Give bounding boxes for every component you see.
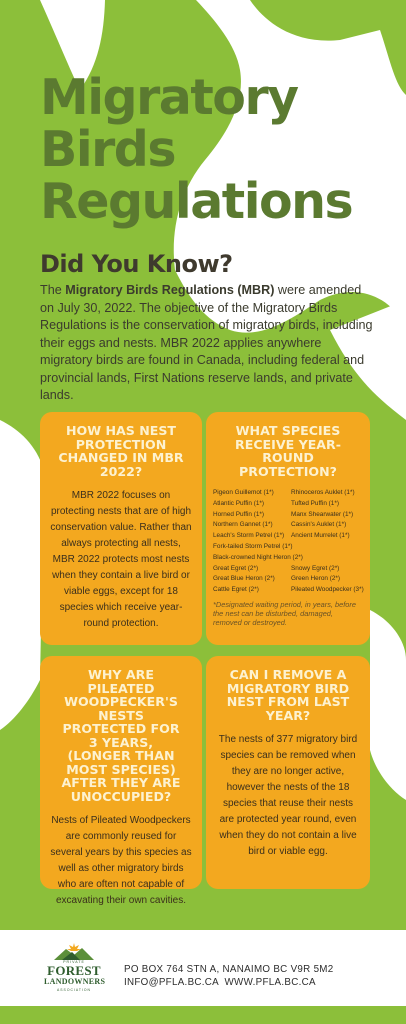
card-body-remove-nest: The nests of 377 migratory bird species can be removed when they are no longer active, however the nests of the 18 species that reuse their nests are protected year round, even when they do not contain a live bird or viable egg. bbox=[218, 734, 358, 857]
species-footnote: *Designated waiting period, in years, before the nest can be disturbed, damaged, removed or destroyed. bbox=[213, 599, 356, 627]
species-item: Fork-tailed Storm Petrel (1*) bbox=[213, 542, 293, 550]
contact-info bbox=[124, 964, 334, 989]
species-list bbox=[213, 488, 364, 596]
species-item: Atlantic Puffin (1*) bbox=[213, 499, 265, 507]
did-you-know-heading: Did You Know? bbox=[40, 250, 233, 278]
pfla-logo bbox=[44, 940, 104, 1000]
card-title-species: WHAT SPECIES RECEIVE YEAR-ROUND PROTECTION? bbox=[235, 423, 341, 479]
species-item: Cassin's Auklet (1*) bbox=[291, 521, 347, 529]
card-body-pileated: Nests of Pileated Woodpeckers are commonly reused for several years by this species as well as other migratory birds who are often not capable of excavating their own cavities. bbox=[50, 815, 192, 906]
card-pileated-woodpecker bbox=[40, 656, 202, 906]
card-title-pileated: WHY ARE PILEATED WOODPECKER'S NESTS PROTECTED FOR 3 YEARS, (LONGER THAN MOST SPECIES) AFTER THEY ARE UNOCCUPIED? bbox=[61, 667, 181, 804]
species-item: Green Heron (2*) bbox=[291, 575, 341, 583]
species-item: Great Blue Heron (2*) bbox=[213, 575, 275, 583]
footer bbox=[0, 930, 406, 1006]
species-item: Cattle Egret (2*) bbox=[213, 586, 259, 594]
web-email-line: INFO@PFLA.BC.CA WWW.PFLA.BC.CA bbox=[124, 976, 316, 988]
logo-line-2: LANDOWNERS bbox=[44, 977, 106, 986]
species-item: Leach's Storm Petrel (1*) bbox=[213, 532, 285, 540]
logo-top-text: PRIVATE bbox=[63, 960, 85, 964]
address-line: PO BOX 764 STN A, NANAIMO BC V9R 5M2 bbox=[124, 964, 334, 975]
page-title bbox=[40, 69, 400, 230]
title-line-2: Birds bbox=[40, 121, 176, 178]
species-item: Ancient Murrelet (1*) bbox=[291, 532, 350, 540]
card-nest-protection bbox=[40, 412, 202, 645]
species-item: Horned Puffin (1*) bbox=[213, 510, 265, 518]
title-line-1: Migratory bbox=[40, 69, 298, 126]
intro-prefix: The bbox=[40, 283, 66, 297]
species-item: Pigeon Guillemot (1*) bbox=[213, 489, 274, 496]
species-item: Great Egret (2*) bbox=[213, 564, 259, 572]
species-item: Rhinoceros Auklet (1*) bbox=[291, 489, 355, 496]
species-item: Manx Shearwater (1*) bbox=[291, 510, 354, 518]
card-remove-nest bbox=[206, 656, 370, 889]
logo-bottom-text: ASSOCIATION bbox=[57, 988, 91, 992]
species-item: Pileated Woodpecker (3*) bbox=[291, 586, 364, 594]
species-item: Snowy Egret (2*) bbox=[291, 564, 340, 572]
species-item: Tufted Puffin (1*) bbox=[291, 499, 339, 507]
intro-bold: Migratory Birds Regulations (MBR) bbox=[65, 283, 275, 297]
card-title-remove-nest: CAN I REMOVE A MIGRATORY BIRD NEST FROM LAST YEAR? bbox=[226, 667, 350, 723]
intro-paragraph bbox=[40, 282, 376, 405]
bottom-green-bar bbox=[0, 1006, 406, 1024]
species-item: Black-crowned Night Heron (2*) bbox=[213, 553, 303, 561]
title-line-3: Regulations bbox=[40, 173, 353, 230]
card-species bbox=[206, 412, 370, 645]
species-item: Northern Gannet (1*) bbox=[213, 521, 273, 529]
logo-main-text bbox=[44, 965, 104, 987]
logo-line-1: FOREST bbox=[47, 963, 101, 978]
card-title-nest-protection: HOW HAS NEST PROTECTION CHANGED IN MBR 2022? bbox=[58, 423, 184, 479]
card-body-nest-protection: MBR 2022 focuses on protecting nests that are of high conservation value. Rather than always protecting all nests, MBR 2022 protects most nests when they contain a live bird or viable eggs, except for 18 species which receive year-round protection. bbox=[50, 490, 192, 629]
intro-rest: were amended on July 30, 2022. The objective of the Migratory Birds Regulations is the conservation of migratory birds, including their eggs and nests. MBR 2022 applies anywhere migratory birds are found in Canada, including federal and provincial lands, First Nations reserve lands, and private lands. bbox=[40, 283, 373, 402]
logo-mountains-icon bbox=[44, 940, 104, 962]
